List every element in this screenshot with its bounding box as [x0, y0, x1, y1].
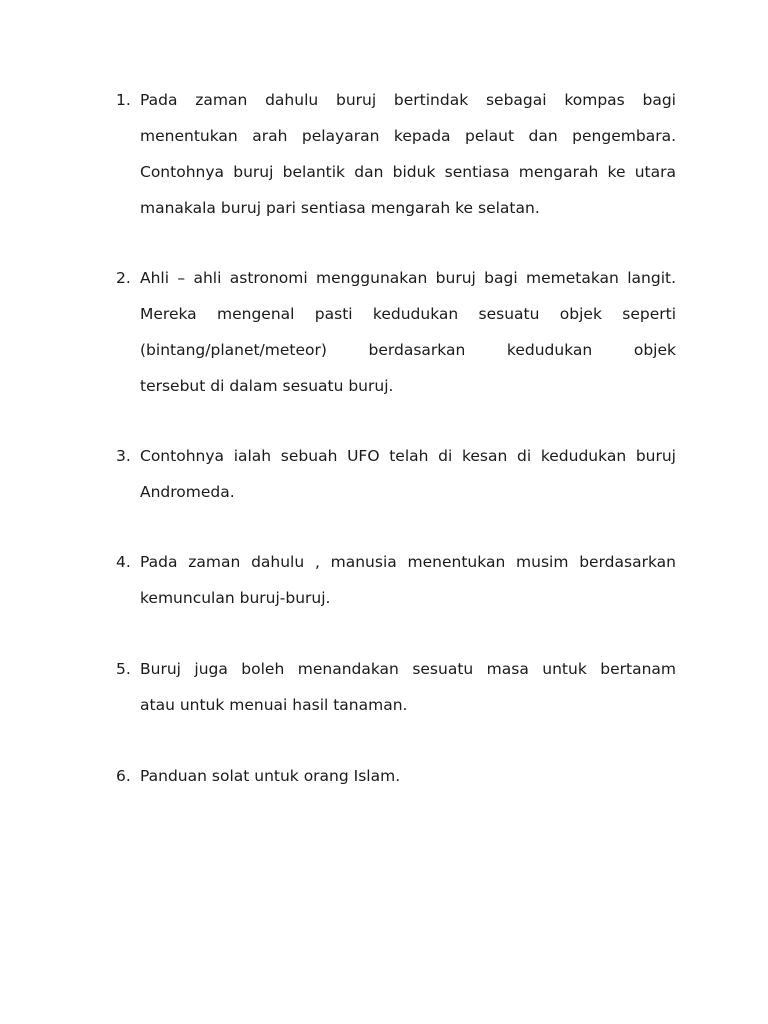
item-number: 6. [116, 767, 131, 785]
item-text-line: Pada zaman dahulu , manusia menentukan musim berdasarkan [140, 553, 676, 571]
item-text-line: Andromeda. [140, 483, 235, 501]
item-number: 2. [116, 269, 131, 287]
item-text-line: manakala buruj pari sentiasa mengarah ke selatan. [140, 199, 540, 217]
item-number: 5. [116, 660, 131, 678]
item-text-line: (bintang/planet/meteor) berdasarkan kedudukan objek [140, 341, 676, 359]
item-number: 3. [116, 447, 131, 465]
item-text-line: Contohnya ialah sebuah UFO telah di kesan di kedudukan buruj [140, 447, 676, 465]
item-text-line: Pada zaman dahulu buruj bertindak sebagai kompas bagi [140, 91, 676, 109]
item-text-line: Ahli – ahli astronomi menggunakan buruj bagi memetakan langit. [140, 269, 676, 287]
item-text-line: kemunculan buruj-buruj. [140, 589, 331, 607]
item-text-line: atau untuk menuai hasil tanaman. [140, 696, 408, 714]
item-text-line: tersebut di dalam sesuatu buruj. [140, 377, 394, 395]
item-text-line: Panduan solat untuk orang Islam. [140, 767, 401, 785]
item-text-line: menentukan arah pelayaran kepada pelaut dan pengembara. [140, 127, 676, 145]
item-text-line: Contohnya buruj belantik dan biduk sentiasa mengarah ke utara [140, 163, 676, 181]
item-number: 4. [116, 553, 131, 571]
item-text-line: Buruj juga boleh menandakan sesuatu masa untuk bertanam [140, 660, 676, 678]
item-text-line: Mereka mengenal pasti kedudukan sesuatu objek seperti [140, 305, 676, 323]
item-number: 1. [116, 91, 131, 109]
